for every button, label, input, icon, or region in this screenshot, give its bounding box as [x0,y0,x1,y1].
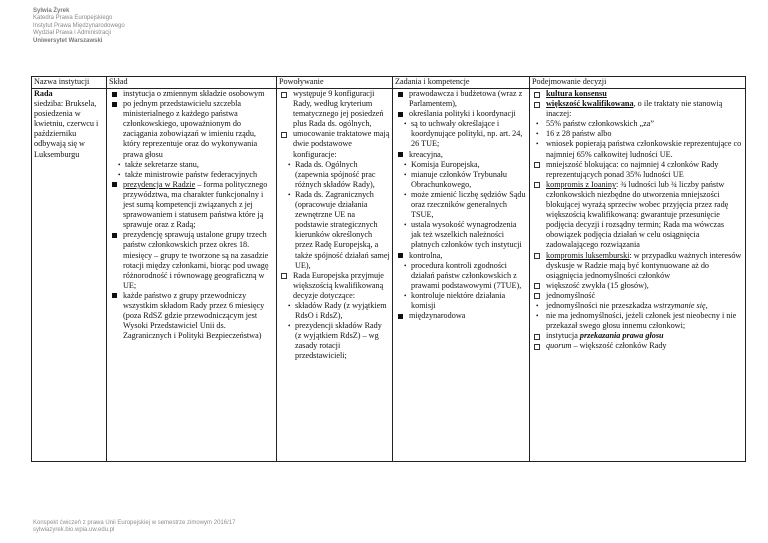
consensus-term: kultura konsensu [546,89,607,98]
presidency-text: – forma politycznego przywództwa, ma charakter funkcjonalny i jest sumą kompetencji związanych z jej sprawowaniem i statusem państwa które ją sprawuje oraz z Radą; [123,179,268,230]
presidency-term: prezydencja w Radzie [123,179,196,189]
list-item: • prezydencji składów Rady (z wyjątkiem RdsZ) – wg zasady rotacji przedstawicieli; [279,321,390,361]
cell-tasks [393,89,530,462]
list-item: • 16 z 28 państw albo [532,129,743,139]
list-item: określania polityki i koordynacji [395,109,527,119]
list-item [532,341,743,351]
institution-table [31,76,746,462]
cell-institution [32,89,107,462]
header-faculty: Wydział Prawa i Administracji [33,30,111,37]
document-footer [33,520,235,535]
list-item: • Rada ds. Zagranicznych (opracowuje działania zewnętrzne UE na podstawie strategicznych kierunków określonych przez Radę Europejską, a także spójność działań samej UE), [279,190,390,271]
list-item: międzynarodowa [395,311,527,321]
cell-appointment [277,89,393,462]
abstention-term: wstrzymanie się, [653,300,708,310]
table-row [32,89,746,462]
ioannina-text: : ¾ ludności lub ¾ liczby państw członkowskich niezbędne do utworzenia mniejszości blokującej wyrażą sprzeciw wobec przyjęcia przez radę większością kwalifikowaną: gwarantuje przesunięcie podjęcia decyzji i rozsądny termin; Rada ma wówczas obowiązek podjęcia działań w celu osiągnięcia zadowalającego rozwiązania [546,179,729,250]
list-item: Rada Europejska przyjmuje większością kwalifikowaną decyzje dotyczące: [279,271,390,301]
institution-seat: siedziba: Bruksela, posiedzenia w kwietniu, czerwcu i październiku odbywają się w Luksemburgu [34,99,99,159]
header-composition: Skład [107,77,277,89]
list-item: • mianuje członków Trybunału Obrachunkowego, [395,170,527,190]
list-item: • składów Rady (z wyjątkiem RdsO i RdsZ), [279,301,390,321]
list-item: • ustala wysokość wynagrodzenia jak też wszelkich należności płatnych członków tych instytucji [395,220,527,250]
document-header [33,8,125,45]
header-decisions: Podejmowanie decyzji [530,77,746,89]
list-item: mniejszość blokująca: co najmniej 4 członków Rady reprezentujących ponad 35% ludności UE [532,160,743,180]
qmv-text: , o ile traktaty nie stanowią inaczej: [546,99,723,119]
list-item: instytucja o zmiennym składzie osobowym [109,89,274,99]
list-item [532,331,743,341]
luxembourg-term: kompromis luksemburski [546,250,630,260]
header-university: Uniwersytet Warszawski [33,37,103,44]
list-item: • także ministrowie państw federacyjnych [109,170,274,180]
footer-url: sylwiazyrek.bio.wpia.uw.edu.pl [33,527,115,534]
qmv-term: większość kwalifikowana [546,99,634,109]
list-item: • także sekretarze stanu, [109,160,274,170]
list-item: • są to uchwały określające i koordynujące polityki, np. art. 24, 26 TUE; [395,119,527,149]
proxy-text: instytucja [546,331,580,341]
header-appointment: Powoływanie [277,77,393,89]
cell-composition [107,89,277,462]
list-item [532,251,743,281]
list-item [532,99,743,119]
luxembourg-text: : w przypadku ważnych interesów dyskusje w Radzie mają być kontynuowane aż do osiągnięcia jednomyślności członków [546,250,742,280]
list-item: kontrolna, [395,251,527,261]
list-item: • może zmienić liczbę sędziów Sądu oraz rzeczników generalnych TSUE, [395,190,527,220]
author-name: Sylwia Żyrek [33,8,70,14]
list-item: • wniosek popierają państwa członkowskie reprezentujące co najmniej 65% całkowitej ludności UE. [532,139,743,159]
list-item [532,301,743,311]
list-item: • 55% państw członkowskich „za” [532,119,743,129]
quorum-term: quorum [546,341,572,351]
list-item [109,180,274,230]
list-item: prawodawcza i budżetowa (wraz z Parlamentem), [395,89,527,109]
header-institute: Instytut Prawa Międzynarodowego [33,22,125,29]
list-item: • procedura kontroli zgodności działań państw członkowskich z prawami podstawowymi (7TUE), [395,261,527,291]
list-item: • kontroluje niektóre działania komisji [395,291,527,311]
list-item: jednomyślność [532,291,743,301]
table-header-row [32,77,746,89]
list-item: kreacyjna, [395,150,527,160]
quorum-text: – większość członków Rady [571,341,667,351]
list-item: • Rada ds. Ogólnych (zapewnia spójność prac różnych składów Rady), [279,160,390,190]
list-item: każde państwo z grupy przewodniczy wszystkim składom Rady przez 6 miesięcy (poza RdSZ gdzie przewodniczącym jest Wysoki Przedstawiciel Unii ds. Zagranicznych i Polityki Bezpieczeństwa) [109,291,274,341]
list-item: występuje 9 konfiguracji Rady, według kryterium tematycznego jej posiedzeń plus Rada ds. ogólnych, [279,89,390,129]
header-department: Katedra Prawa Europejskiego [33,15,113,22]
list-item [532,180,743,251]
proxy-term: przekazania prawa głosu [579,331,664,341]
header-name: Nazwa instytucji [32,77,107,89]
cell-decisions [530,89,746,462]
list-item: • Komisja Europejska, [395,160,527,170]
list-item: umocowanie traktatowe mają dwie podstawowe konfiguracje: [279,129,390,159]
list-item [532,89,743,99]
header-tasks: Zadania i kompetencje [393,77,530,89]
list-item: większość zwykła (15 głosów), [532,281,743,291]
list-item: • nie ma jednomyślności, jeżeli członek jest nieobecny i nie przekazał swego głosu innemu członkowi; [532,311,743,331]
list-item: po jednym przedstawicielu szczebla ministerialnego z każdego państwa członkowskiego, upoważnionym do zaciągania zobowiązań w imieniu rządu, który reprezentuje oraz do wykonywania prawa głosu [109,99,274,160]
ioannina-term: kompromis z Ioaniny [546,179,617,189]
institution-name: Rada [34,89,53,98]
list-item: prezydencję sprawują ustalone grupy trzech państw członkowskich przez okres 18. miesięcy – grupy te tworzone są na zasadzie rotacji między członkami, biorąc pod uwagę różnorodność i równowagę geograficzną w UE; [109,230,274,291]
footer-course: Konspekt ćwiczeń z prawa Unii Europejskiej w semestrze zimowym 2016/17 [33,520,236,526]
abstention-text: jednomyślności nie przeszkadza [546,300,652,310]
